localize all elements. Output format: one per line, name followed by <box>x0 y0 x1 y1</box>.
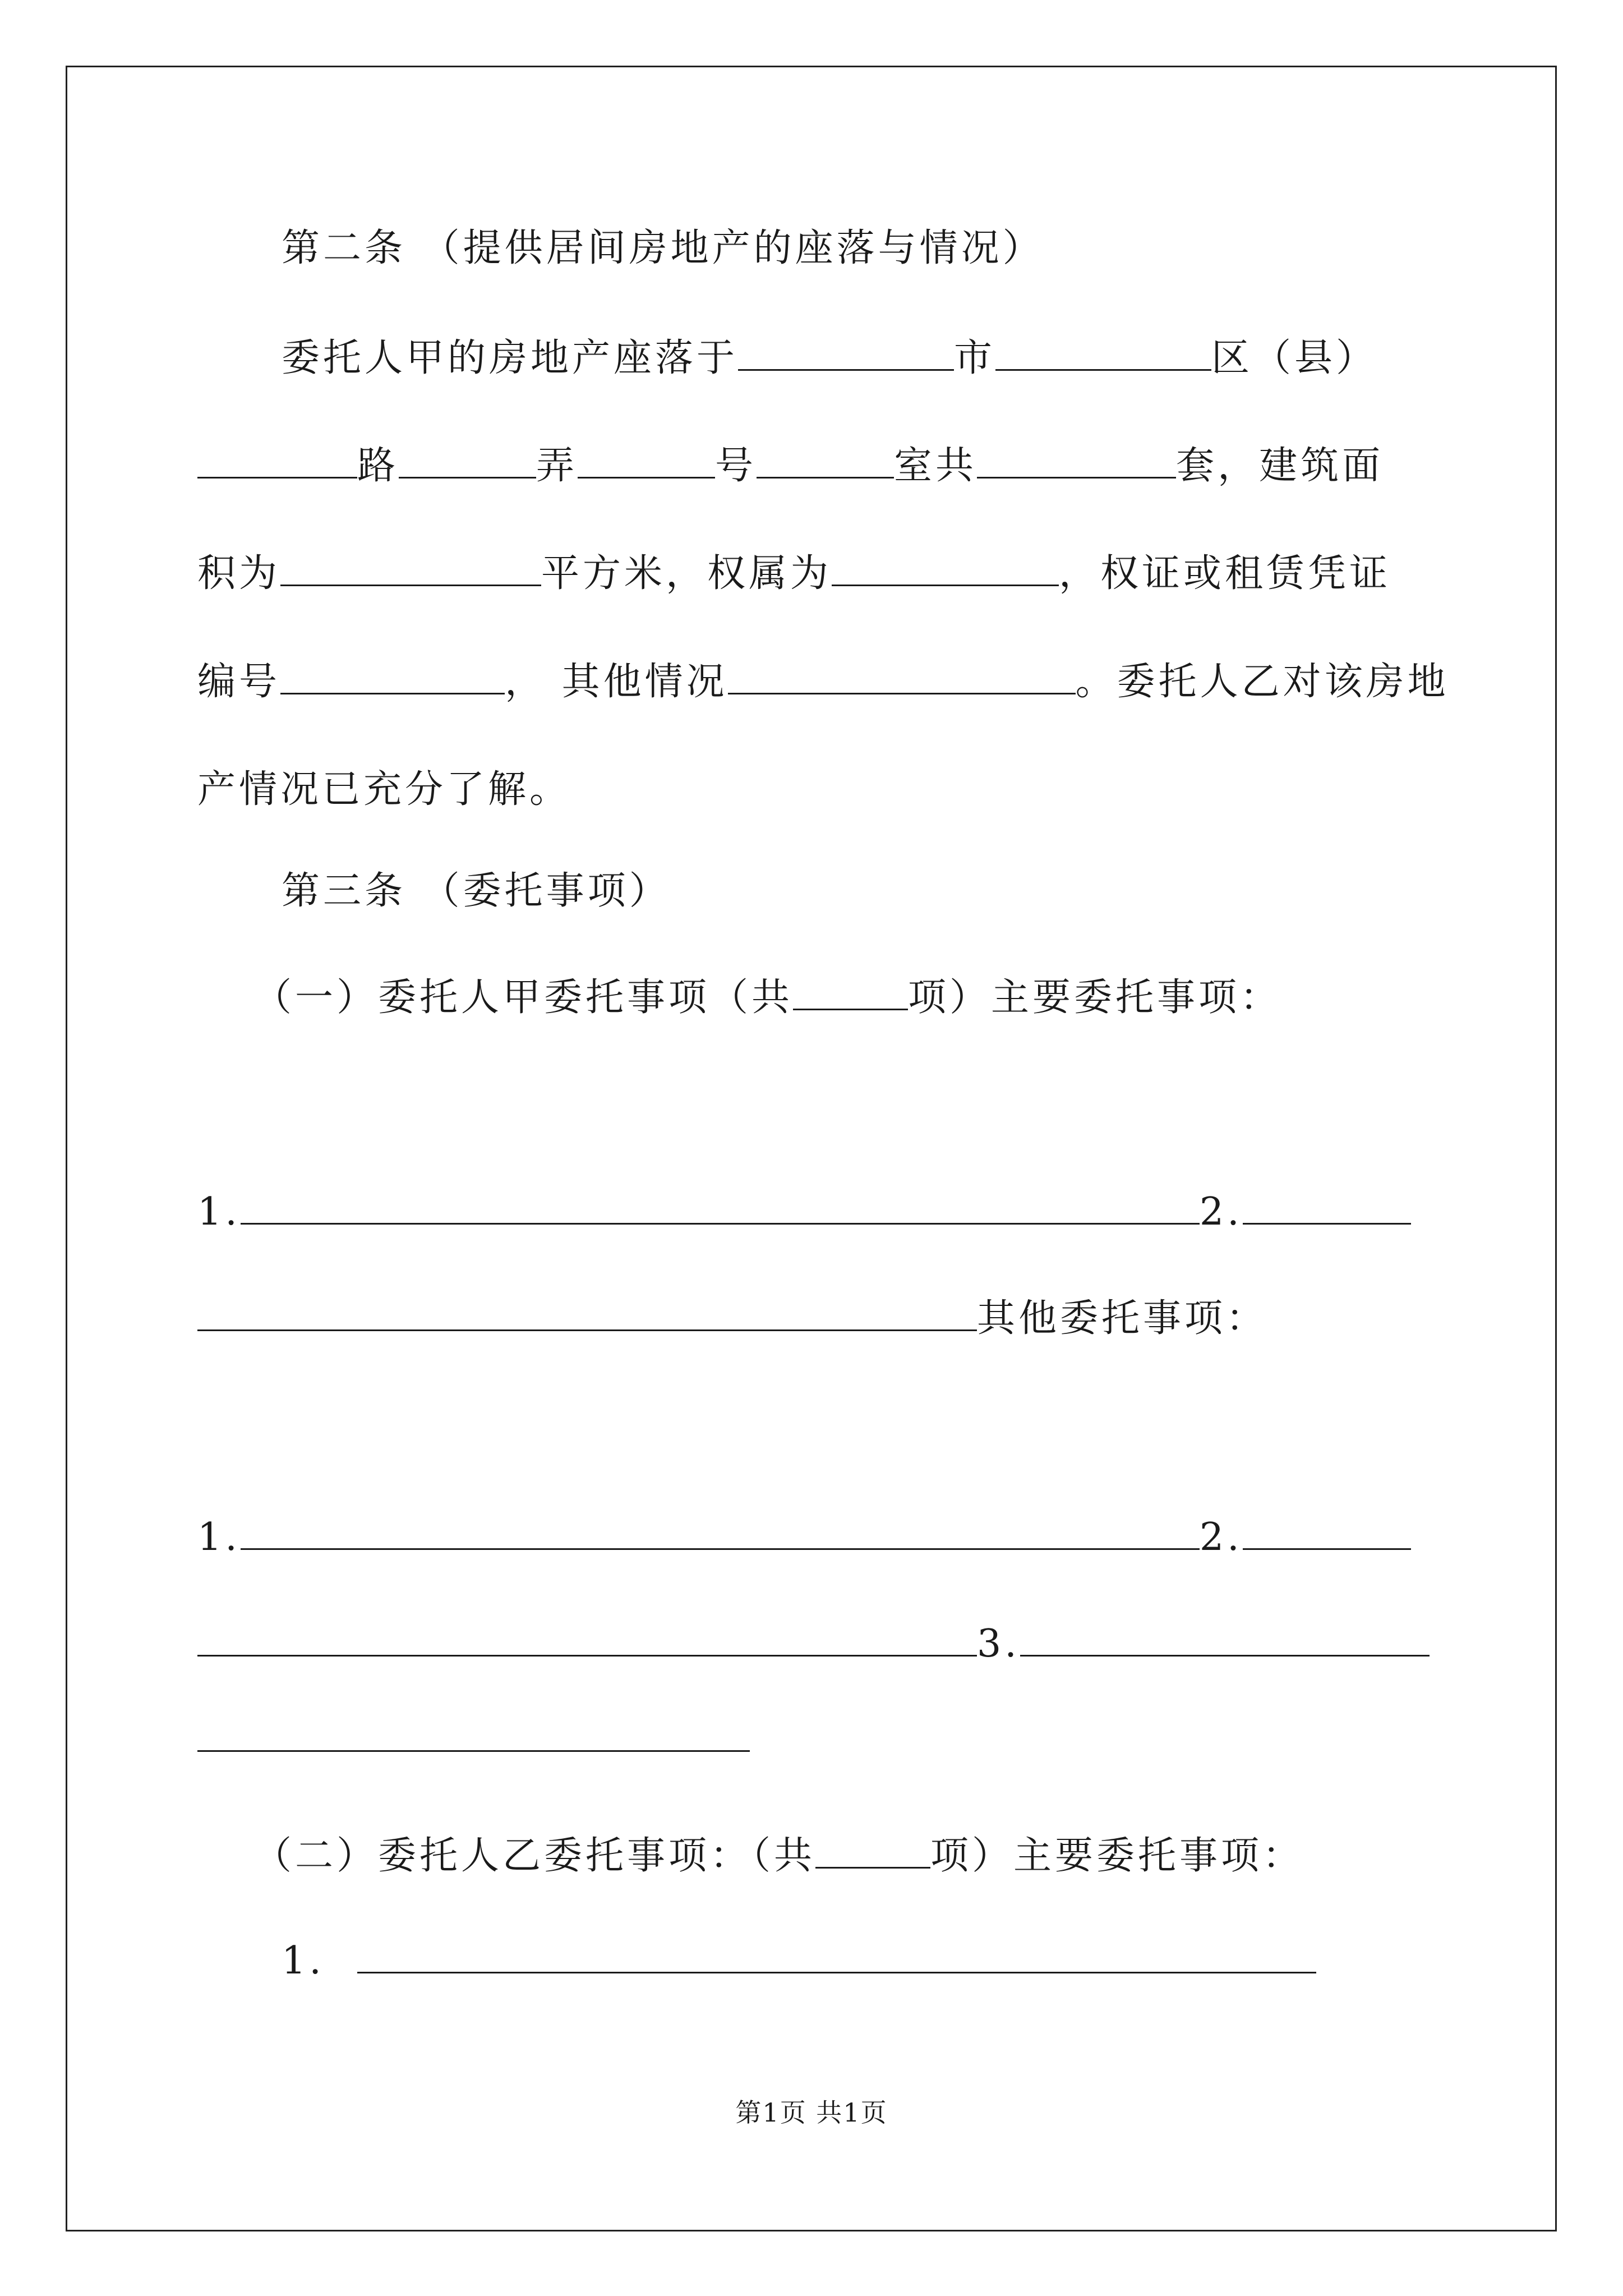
article2-line1 <box>282 335 1377 381</box>
article2-line4 <box>197 659 1449 705</box>
partA-other-line2 <box>197 1621 1430 1667</box>
text-segment: 弄 <box>536 444 578 488</box>
partB-title <box>253 1833 1304 1879</box>
partA-other-line1 <box>197 1515 1411 1560</box>
item-number: 1. <box>197 1515 241 1559</box>
text-segment: 区（县） <box>1211 336 1378 380</box>
text-segment: 项）主要委托事项： <box>930 1834 1304 1878</box>
item-number: 1. <box>197 1190 241 1234</box>
blank-lane[interactable] <box>399 443 536 478</box>
blank-partA-count[interactable] <box>793 975 908 1010</box>
text-segment: 委托人甲的房地产座落于 <box>282 336 739 380</box>
text-segment: ， 其他情况 <box>505 660 728 704</box>
article2-heading <box>282 226 1044 271</box>
blank-area[interactable] <box>280 551 541 586</box>
partB-item1 <box>282 1938 1316 1984</box>
blank-partA-item1[interactable] <box>241 1189 1200 1225</box>
page-footer <box>0 2097 1623 2128</box>
text-segment: 。委托人乙对该房地 <box>1075 660 1449 704</box>
article2-line2 <box>197 443 1384 489</box>
text-segment: 路 <box>357 444 399 488</box>
page-number: 第1页 共1页 <box>735 2097 888 2128</box>
partA-items-line2 <box>197 1296 1267 1341</box>
blank-cert-number[interactable] <box>280 659 505 694</box>
blank-partA-item2[interactable] <box>1243 1189 1411 1225</box>
text-segment: 产情况已充分了解。 <box>197 767 571 812</box>
blank-city[interactable] <box>738 335 954 371</box>
article3-heading <box>282 869 671 914</box>
article2-heading-text: 第二条 （提供居间房地产的座落与情况） <box>282 226 1044 270</box>
text-segment: （二）委托人乙委托事项：（共 <box>253 1834 816 1878</box>
text-segment: ，权证或租赁凭证 <box>1059 551 1391 596</box>
blank-other-item1[interactable] <box>241 1515 1200 1550</box>
text-segment: （一）委托人甲委托事项（共 <box>253 976 794 1020</box>
text-segment: 平方米，权属为 <box>541 551 832 596</box>
blank-other-item3-cont[interactable] <box>197 1717 750 1752</box>
blank-other-item3[interactable] <box>1020 1621 1430 1657</box>
partA-items-line1 <box>197 1189 1411 1235</box>
item-number: 2. <box>1199 1515 1243 1559</box>
article2-line3 <box>197 551 1391 596</box>
item-number: 1. <box>282 1939 325 1983</box>
blank-number[interactable] <box>578 443 715 478</box>
article3-heading-text: 第三条 （委托事项） <box>282 869 671 913</box>
text-segment: 号 <box>715 444 757 488</box>
blank-other-item2-cont[interactable] <box>197 1621 977 1657</box>
article2-line5 <box>197 767 571 812</box>
blank-ownership[interactable] <box>832 551 1059 586</box>
text-segment: 室共 <box>894 444 978 488</box>
blank-room[interactable] <box>757 443 894 478</box>
partA-title <box>253 975 1281 1020</box>
text-segment: 积为 <box>197 551 281 596</box>
item-number: 3. <box>977 1622 1020 1666</box>
partA-other-line3 <box>197 1717 750 1762</box>
other-items-label: 其他委托事项： <box>977 1296 1268 1341</box>
blank-district[interactable] <box>995 335 1211 371</box>
page-frame <box>66 66 1557 2231</box>
text-segment: 市 <box>954 336 996 380</box>
blank-road[interactable] <box>197 443 357 478</box>
text-segment: 套，建筑面 <box>1176 444 1384 488</box>
blank-partB-item1[interactable] <box>357 1938 1316 1973</box>
blank-other-info[interactable] <box>728 659 1076 694</box>
blank-sets[interactable] <box>977 443 1176 478</box>
blank-other-item2[interactable] <box>1243 1515 1411 1550</box>
item-number: 2. <box>1199 1190 1243 1234</box>
blank-partB-count[interactable] <box>815 1833 930 1869</box>
text-segment: 项）主要委托事项： <box>908 976 1282 1020</box>
blank-partA-item2-cont[interactable] <box>197 1296 977 1331</box>
text-segment: 编号 <box>197 660 281 704</box>
